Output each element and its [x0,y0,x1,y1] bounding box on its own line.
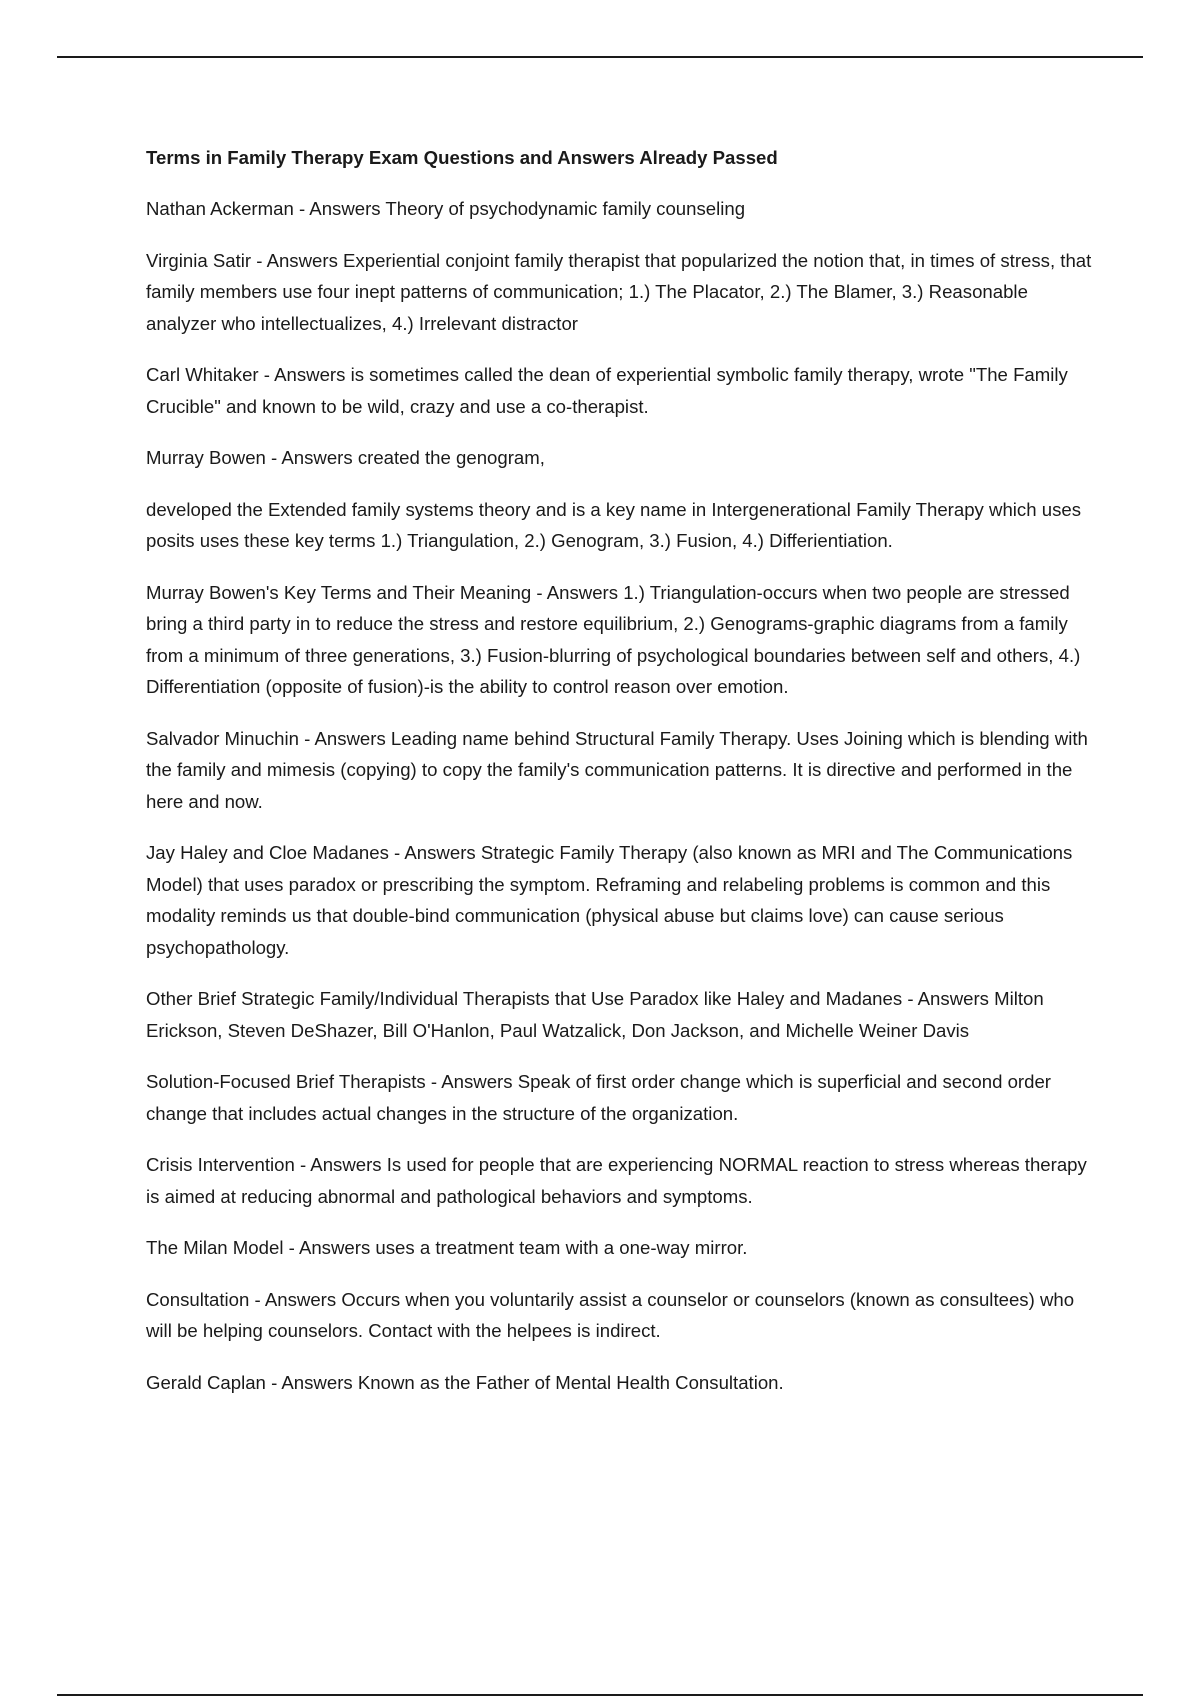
entry-virginia-satir: Virginia Satir - Answers Experiential conjoint family therapist that popularized the notion that, in times of stress, that family members use four inept patterns of communication; 1.) The Placator, 2.) The Blamer, 3.) Reasonable analyzer who intellectualizes, 4.) Irrelevant distractor [146,249,1092,334]
document-body [146,143,1096,1418]
footer-rule [57,1694,1143,1696]
entry-milan-model: The Milan Model - Answers uses a treatment team with a one-way mirror. [146,1237,748,1258]
entry-haley-madanes: Jay Haley and Cloe Madanes - Answers Strategic Family Therapy (also known as MRI and The Communications Model) that uses paradox or prescribing the symptom. Reframing and relabeling problems is common and this modality reminds us that double-bind communication (physical abuse but claims love) can cause serious psychopathology. [146,842,1073,958]
entry-salvador-minuchin: Salvador Minuchin - Answers Leading name behind Structural Family Therapy. Uses Joining which is blending with the family and mimesis (copying) to copy the family's communication patterns. It is directive and performed in the here and now. [146,727,1088,812]
entry-crisis-intervention: Crisis Intervention - Answers Is used for people that are experiencing NORMAL reaction to stress whereas therapy is aimed at reducing abnormal and pathological behaviors and symptoms. [146,1154,1087,1207]
document-title: Terms in Family Therapy Exam Questions and Answers Already Passed [146,147,778,168]
entry-carl-whitaker: Carl Whitaker - Answers is sometimes called the dean of experiential symbolic family therapy, wrote "The Family Crucible" and known to be wild, crazy and use a co-therapist. [146,364,1068,417]
entry-bowen-key-terms: Murray Bowen's Key Terms and Their Meaning - Answers 1.) Triangulation-occurs when two people are stressed bring a third party in to reduce the stress and restore equilibrium, 2.) Genograms-graphic diagrams from a family from a minimum of three generations, 3.) Fusion-blurring of psychological boundaries between self and others, 4.) Differentiation (opposite of fusion)-is the ability to control reason over emotion. [146,581,1081,697]
entry-nathan-ackerman: Nathan Ackerman - Answers Theory of psychodynamic family counseling [146,198,746,219]
entry-solution-focused: Solution-Focused Brief Therapists - Answers Speak of first order change which is superficial and second order change that includes actual changes in the structure of the organization. [146,1071,1052,1124]
entry-gerald-caplan: Gerald Caplan - Answers Known as the Father of Mental Health Consultation. [146,1371,784,1393]
entry-brief-strategic-therapists: Other Brief Strategic Family/Individual Therapists that Use Paradox like Haley and Madanes - Answers Milton Erickson, Steven DeShazer, Bill O'Hanlon, Paul Watzalick, Don Jackson, and Michelle Weiner Davis [146,988,1044,1041]
entry-murray-bowen: Murray Bowen - Answers created the genogram, [146,447,545,468]
entry-consultation: Consultation - Answers Occurs when you voluntarily assist a counselor or counselors (known as consultees) who will be helping counselors. Contact with the helpees is indirect. [146,1288,1075,1341]
entry-extended-family-systems: developed the Extended family systems theory and is a key name in Intergenerational Family Therapy which uses posits uses these key terms 1.) Triangulation, 2.) Genogram, 3.) Fusion, 4.) Differientiation. [146,498,1081,551]
header-rule [57,56,1143,58]
